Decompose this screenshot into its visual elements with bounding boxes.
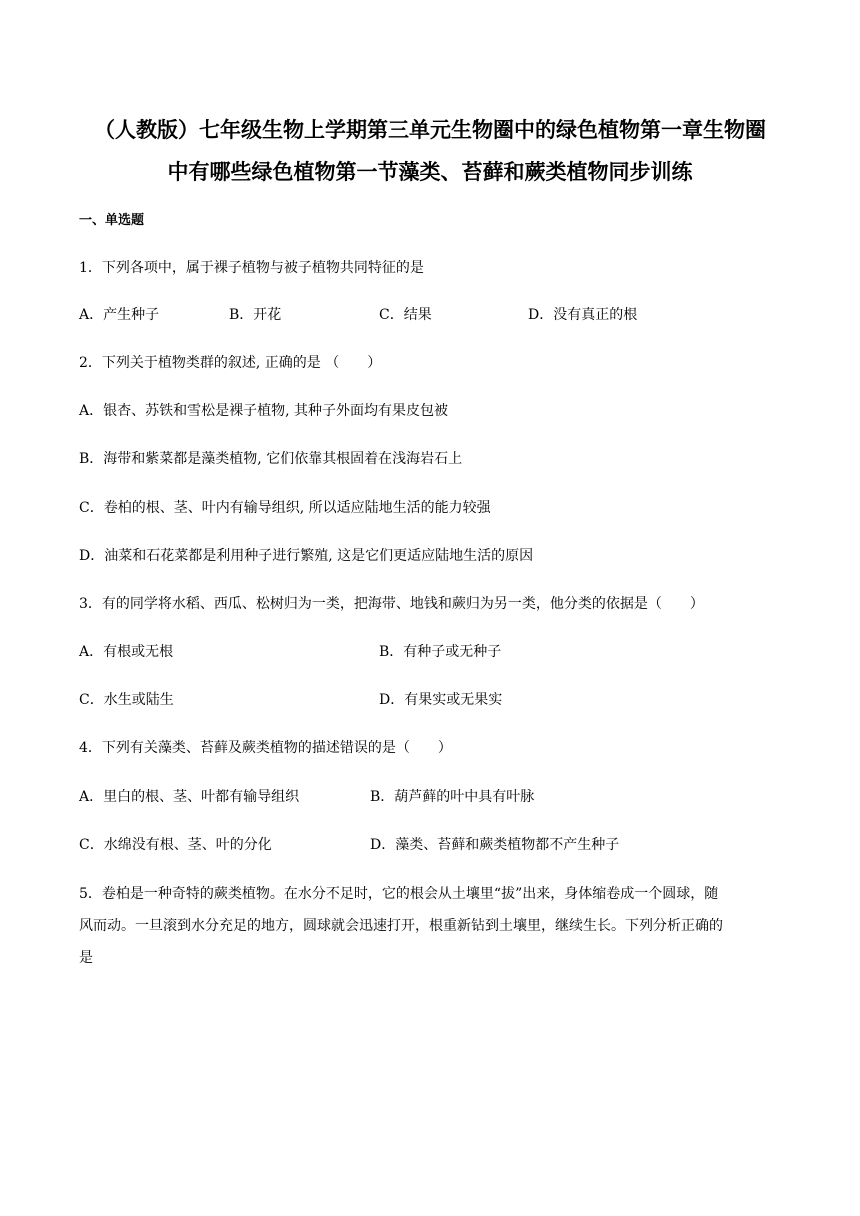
question-3-option-b: B．有种子或无种子 bbox=[379, 644, 502, 660]
question-3-option-d: D．有果实或无果实 bbox=[379, 692, 503, 708]
question-1-option-d: D．没有真正的根 bbox=[528, 307, 638, 323]
question-4-option-b: B．葫芦藓的叶中具有叶脉 bbox=[370, 789, 535, 805]
question-1-option-c: C．结果 bbox=[379, 307, 432, 323]
question-2-option-c: C．卷柏的根、茎、叶内有输导组织, 所以适应陆地生活的能力较强 bbox=[79, 500, 491, 516]
question-2-option-a: A．银杏、苏铁和雪松是裸子植物, 其种子外面均有果皮包被 bbox=[79, 403, 449, 419]
question-3-option-a: A．有根或无根 bbox=[79, 644, 174, 660]
document-title-line-2: 中有哪些绿色植物第一节藻类、苔藓和蕨类植物同步训练 bbox=[167, 160, 693, 184]
question-4-stem: 4．下列有关藻类、苔藓及蕨类植物的描述错误的是（ ） bbox=[79, 740, 452, 756]
question-3-stem: 3．有的同学将水稻、西瓜、松树归为一类，把海带、地钱和蕨归为另一类，他分类的依据是（ ） bbox=[79, 596, 704, 612]
question-3-option-c: C．水生或陆生 bbox=[79, 692, 174, 708]
question-4-option-a: A．里白的根、茎、叶都有输导组织 bbox=[79, 789, 300, 805]
question-2-option-d: D．油菜和石花菜都是利用种子进行繁殖, 这是它们更适应陆地生活的原因 bbox=[79, 548, 534, 564]
section-heading: 一、单选题 bbox=[79, 213, 145, 228]
question-1-option-b: B．开花 bbox=[229, 307, 282, 323]
question-5-stem-line-1: 5．卷柏是一种奇特的蕨类植物。在水分不足时，它的根会从土壤里“拔”出来，身体缩卷成一个圆球，随 bbox=[79, 886, 719, 902]
question-2-stem: 2．下列关于植物类群的叙述, 正确的是 （ ） bbox=[79, 355, 382, 371]
question-1-stem: 1．下列各项中，属于裸子植物与被子植物共同特征的是 bbox=[79, 260, 424, 276]
question-5-stem-line-2: 风而动。一旦滚到水分充足的地方，圆球就会迅速打开，根重新钻到土壤里，继续生长。下列分析正确的 bbox=[79, 918, 723, 934]
question-2-option-b: B．海带和紫菜都是藻类植物, 它们依靠其根固着在浅海岩石上 bbox=[79, 451, 463, 467]
question-1-option-a: A．产生种子 bbox=[79, 307, 160, 323]
question-5-stem-line-3: 是 bbox=[79, 950, 93, 966]
question-4-option-d: D．藻类、苔藓和蕨类植物都不产生种子 bbox=[370, 837, 620, 853]
document-title-line-1: （人教版）七年级生物上学期第三单元生物圈中的绿色植物第一章生物圈 bbox=[94, 118, 766, 142]
question-4-option-c: C．水绵没有根、茎、叶的分化 bbox=[79, 837, 272, 853]
